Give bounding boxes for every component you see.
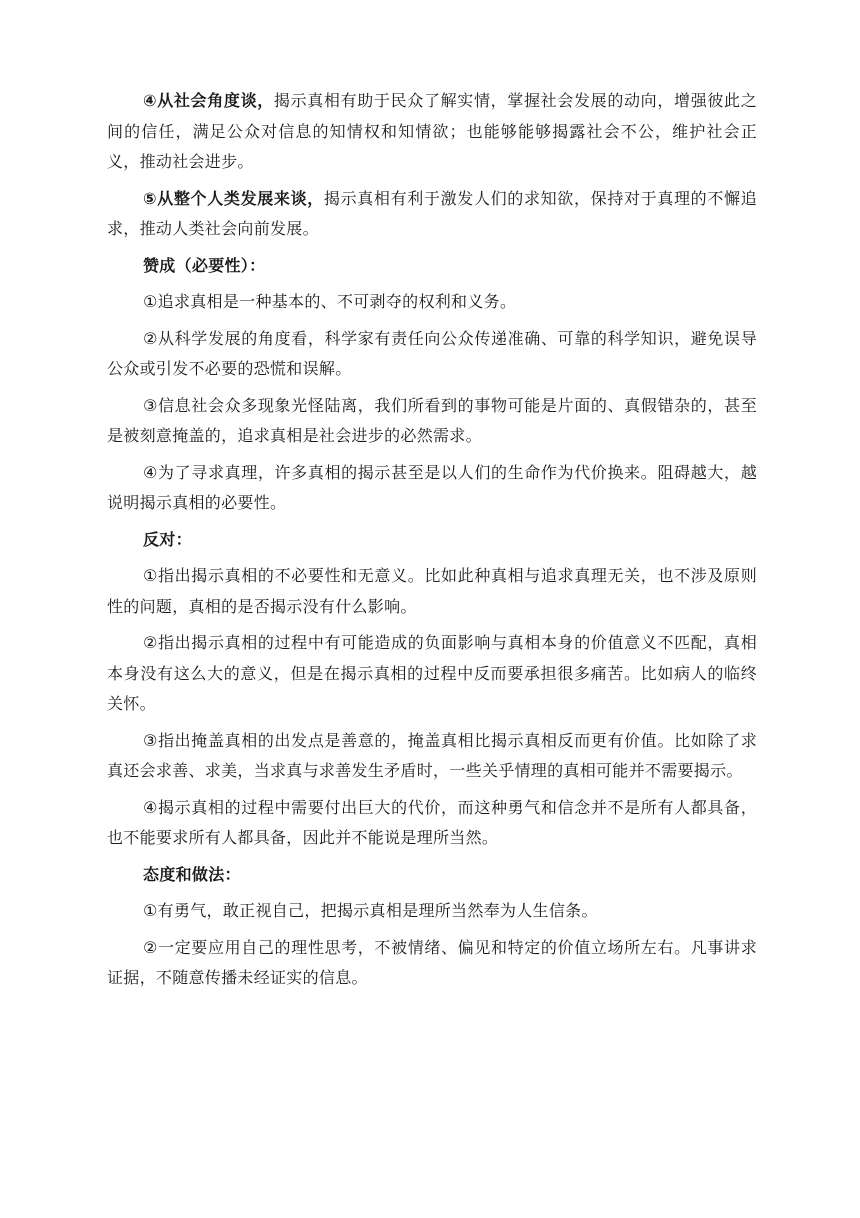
list-item: ③指出掩盖真相的出发点是善意的，掩盖真相比揭示真相反而更有价值。比如除了求真还会求善、求美，当求真与求善发生矛盾时，一些关乎情理的真相可能并不需要揭示。: [107, 730, 757, 780]
section-heading-support: 赞成（必要性）：: [143, 255, 266, 275]
list-item: ①指出揭示真相的不必要性和无意义。比如此种真相与追求真理无关，也不涉及原则性的问题，真相的是否揭示没有什么影响。: [107, 566, 757, 616]
list-item: ②指出揭示真相的过程中有可能造成的负面影响与真相本身的价值意义不匹配，真相本身没有这么大的意义，但是在揭示真相的过程中反而要承担很多痛苦。比如病人的临终关怀。: [107, 633, 757, 713]
list-item: ③信息社会众多现象光怪陆离，我们所看到的事物可能是片面的、真假错杂的，甚至是被刻意掩盖的，追求真相是社会进步的必然需求。: [107, 395, 757, 445]
list-item: ①有勇气，敢正视自己，把揭示真相是理所当然奉为人生信条。: [143, 901, 598, 920]
section-heading-oppose: 反对：: [143, 529, 192, 549]
paragraph-social: [107, 86, 757, 178]
paragraph-text: 揭示真相有助于民众了解实情，掌握社会发展的动向，增强彼此之间的信任，满足公众对信息的知情权和知情欲；也能够能够揭露社会不公，维护社会正义，推动社会进步。: [107, 91, 758, 171]
list-item: ②一定要应用自己的理性思考，不被情绪、偏见和特定的价值立场所左右。凡事讲求证据，不随意传播未经证实的信息。: [107, 937, 757, 987]
list-item: ①追求真相是一种基本的、不可剥夺的权利和义务。: [143, 292, 517, 311]
paragraph-lead: ⑤从整个人类发展来谈，: [143, 188, 324, 208]
paragraph-human: [107, 184, 757, 245]
list-item: ④为了寻求真理，许多真相的揭示甚至是以人们的生命作为代价换来。阻碍越大，越说明揭示真相的必要性。: [107, 462, 757, 512]
document-page: [107, 86, 757, 1000]
paragraph-lead: ④从社会角度谈，: [143, 91, 274, 110]
section-heading-attitude: 态度和做法：: [143, 864, 241, 884]
paragraph-text: 揭示真相有利于激发人们的求知欲，保持对于真理的不懈追求，推动人类社会向前发展。: [107, 188, 757, 238]
list-item: ④揭示真相的过程中需要付出巨大的代价，而这种勇气和信念并不是所有人都具备，也不能要求所有人都具备，因此并不能说是理所当然。: [107, 797, 757, 847]
list-item: ②从科学发展的角度看，科学家有责任向公众传递准确、可靠的科学知识，避免误导公众或引发不必要的恐慌和误解。: [107, 328, 757, 378]
